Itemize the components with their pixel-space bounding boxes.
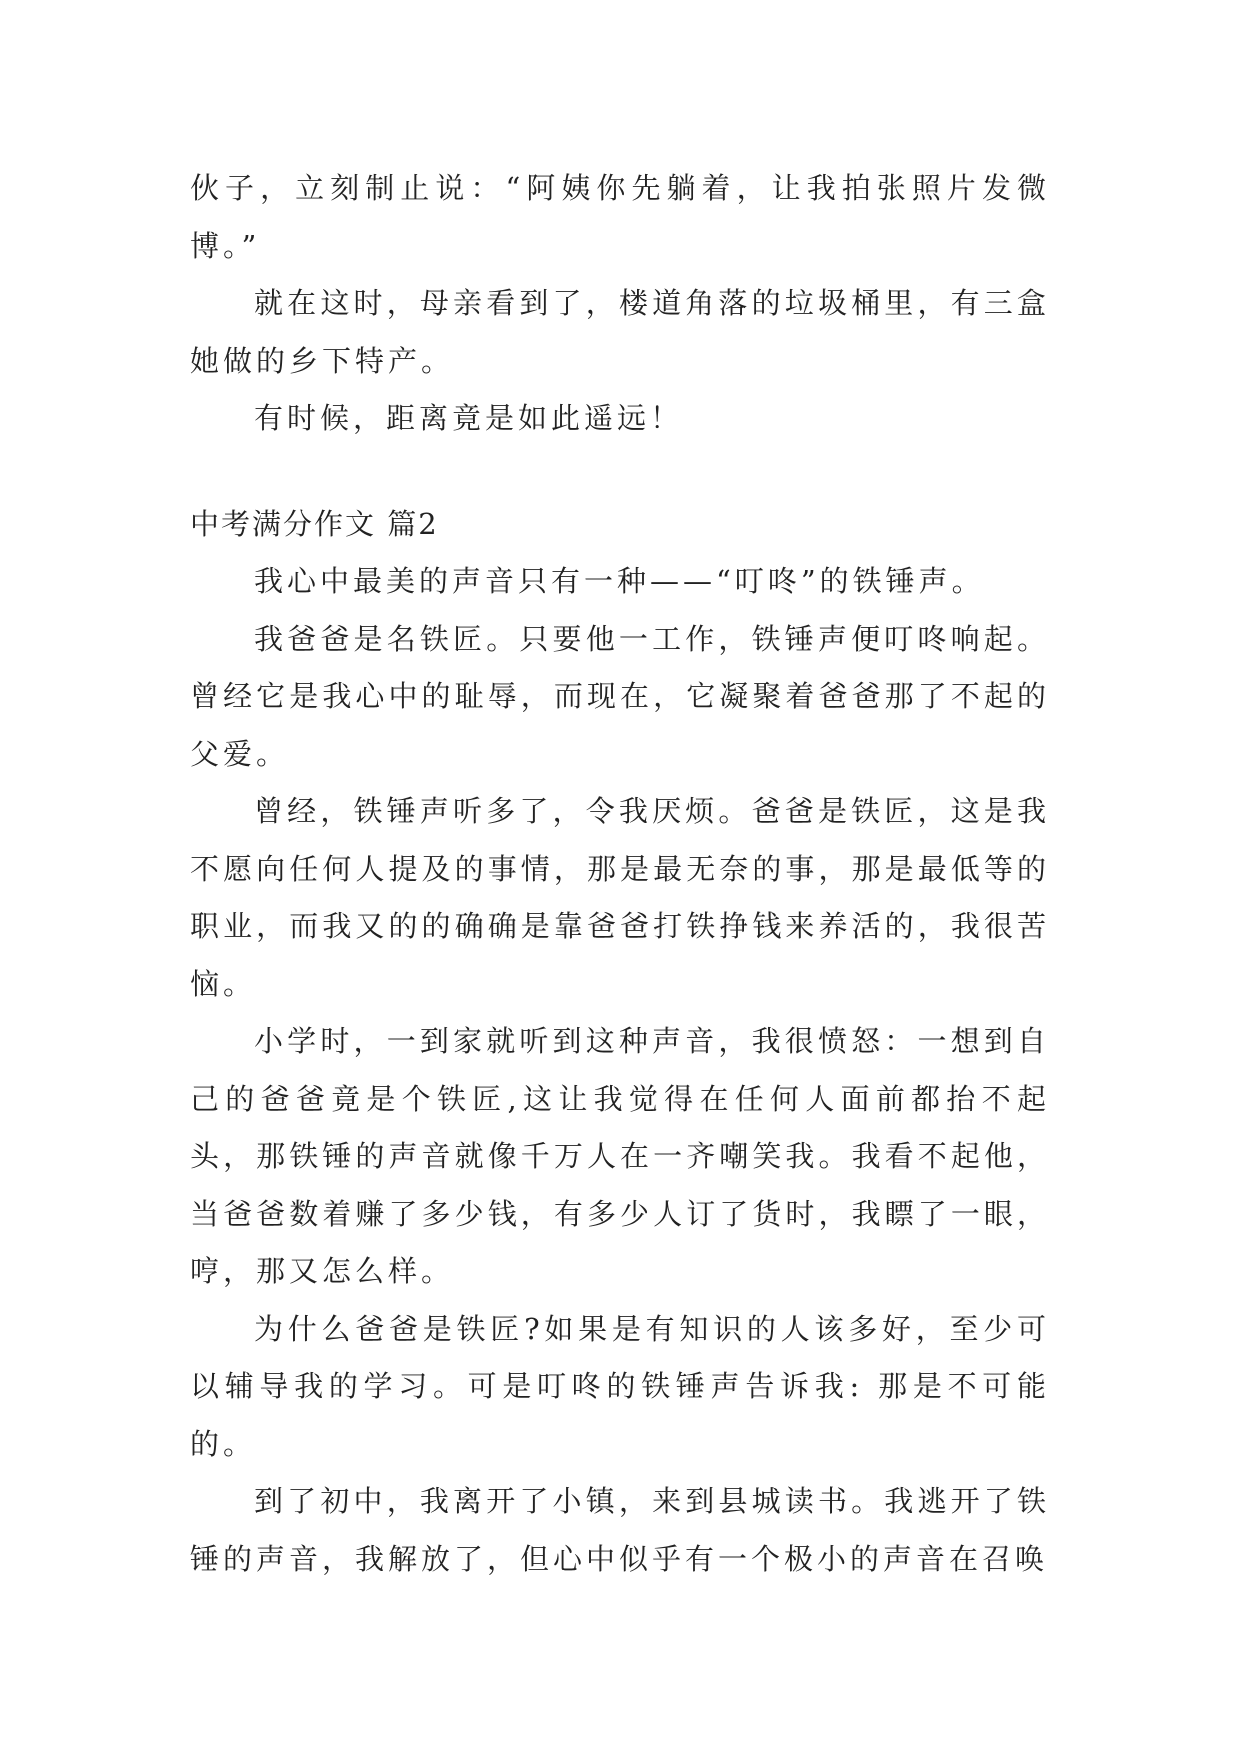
document-body (190, 160, 1050, 1588)
paragraph: 我爸爸是名铁匠。只要他一工作，铁锤声便叮咚响起。曾经它是我心中的耻辱，而现在，它凝聚着爸爸那了不起的父爱。 (190, 621, 1050, 771)
paragraph: 我心中最美的声音只有一种——“叮咚”的铁锤声。 (254, 564, 985, 598)
paragraph: 曾经，铁锤声听多了，令我厌烦。爸爸是铁匠，这是我不愿向任何人提及的事情，那是最无奈的事，那是最低等的职业，而我又的的确确是靠爸爸打铁挣钱来养活的，我很苦恼。 (190, 794, 1050, 1001)
paragraph: 到了初中，我离开了小镇，来到县城读书。我逃开了铁锤的声音，我解放了，但心中似乎有一个极小的声音在召唤 (190, 1484, 1050, 1576)
paragraph: 为什么爸爸是铁匠?如果是有知识的人该多好，至少可以辅导我的学习。可是叮咚的铁锤声告诉我: 那是不可能的。 (190, 1311, 1050, 1461)
paragraph: 就在这时，母亲看到了，楼道角落的垃圾桶里，有三盒她做的乡下特产。 (190, 286, 1050, 378)
section-title: 中考满分作文 篇2 (190, 506, 439, 541)
paragraph: 有时候，距离竟是如此遥远！ (254, 401, 684, 435)
paragraph: 伙子，立刻制止说：“阿姨你先躺着，让我拍张照片发微博。” (190, 171, 1050, 263)
paragraph: 小学时，一到家就听到这种声音，我很愤怒：一想到自己的爸爸竟是个铁匠,这让我觉得在任何人面前都抬不起头，那铁锤的声音就像千万人在一齐嘲笑我。我看不起他，当爸爸数着赚了多少钱，有多少人订了货时，我瞟了一眼，哼，那又怎么样。 (190, 1024, 1050, 1288)
